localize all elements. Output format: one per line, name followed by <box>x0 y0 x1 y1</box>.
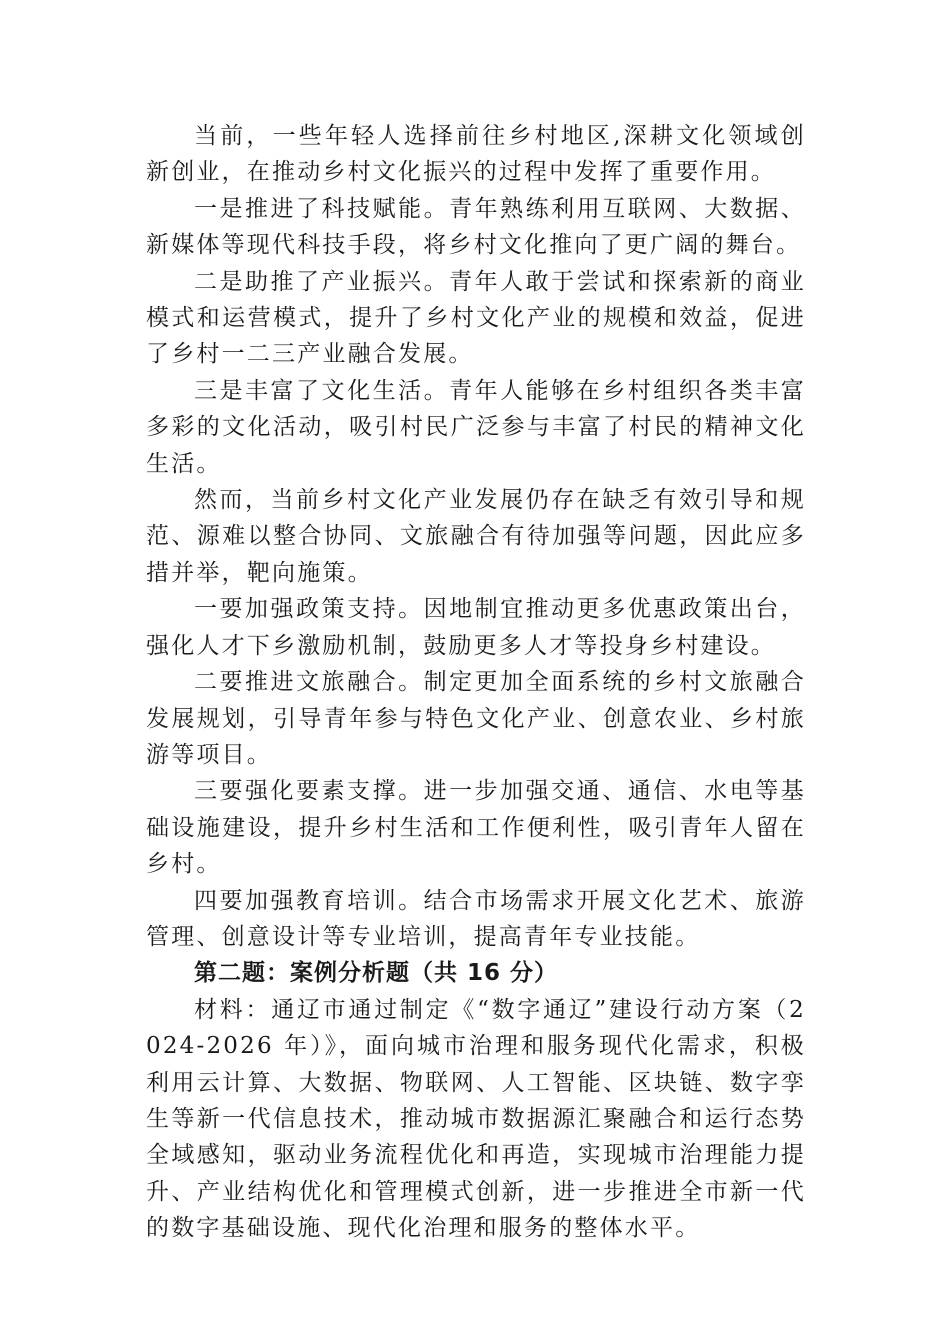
paragraph-measure-4: 四要加强教育培训。结合市场需求开展文化艺术、旅游管理、创意设计等专业培训，提高青年专业技能。 <box>146 887 806 950</box>
paragraph-point-1: 一是推进了科技赋能。青年熟练利用互联网、大数据、新媒体等现代科技手段，将乡村文化推向了更广阔的舞台。 <box>146 195 806 259</box>
paragraph-measure-3: 三要强化要素支撑。进一步加强交通、通信、水电等基础设施建设，提升乡村生活和工作便利性，吸引青年人留在乡村。 <box>146 778 806 878</box>
document-page <box>146 118 806 1247</box>
paragraph-measure-1: 一要加强政策支持。因地制宜推动更多优惠政策出台，强化人才下乡激励机制，鼓励更多人才等投身乡村建设。 <box>146 596 806 659</box>
section-heading: 第二题：案例分析题（共 16 分） <box>194 960 559 987</box>
paragraph-point-2: 二是助推了产业振兴。青年人敢于尝试和探索新的商业模式和运营模式，提升了乡村文化产业的规模和效益，促进了乡村一二三产业融合发展。 <box>146 268 806 368</box>
paragraph-point-3: 三是丰富了文化生活。青年人能够在乡村组织各类丰富多彩的文化活动，吸引村民广泛参与丰富了村民的精神文化生活。 <box>146 377 806 477</box>
paragraph-intro: 当前，一些年轻人选择前往乡村地区,深耕文化领域创新创业，在推动乡村文化振兴的过程中发挥了重要作用。 <box>146 123 806 186</box>
paragraph-measure-2: 二要推进文旅融合。制定更加全面系统的乡村文旅融合发展规划，引导青年参与特色文化产业、创意农业、乡村旅游等项目。 <box>146 669 806 768</box>
paragraph-problems: 然而，当前乡村文化产业发展仍存在缺乏有效引导和规范、源难以整合协同、文旅融合有待加强等问题，因此应多措并举，靶向施策。 <box>146 487 806 586</box>
paragraph-material: 材料：通辽市通过制定《“数字通辽”建设行动方案（2024-2026 年）》，面向城市治理和服务现代化需求，积极利用云计算、大数据、物联网、人工智能、区块链、数字孪生等新一代信息技术，推动城市数据源汇聚融合和运行态势全域感知，驱动业务流程优化和再造，实现城市治理能力提升、产业结构优化和管理模式创新，进一步推进全市新一代的数字基础设施、现代化治理和服务的整体水平。 <box>146 996 806 1242</box>
